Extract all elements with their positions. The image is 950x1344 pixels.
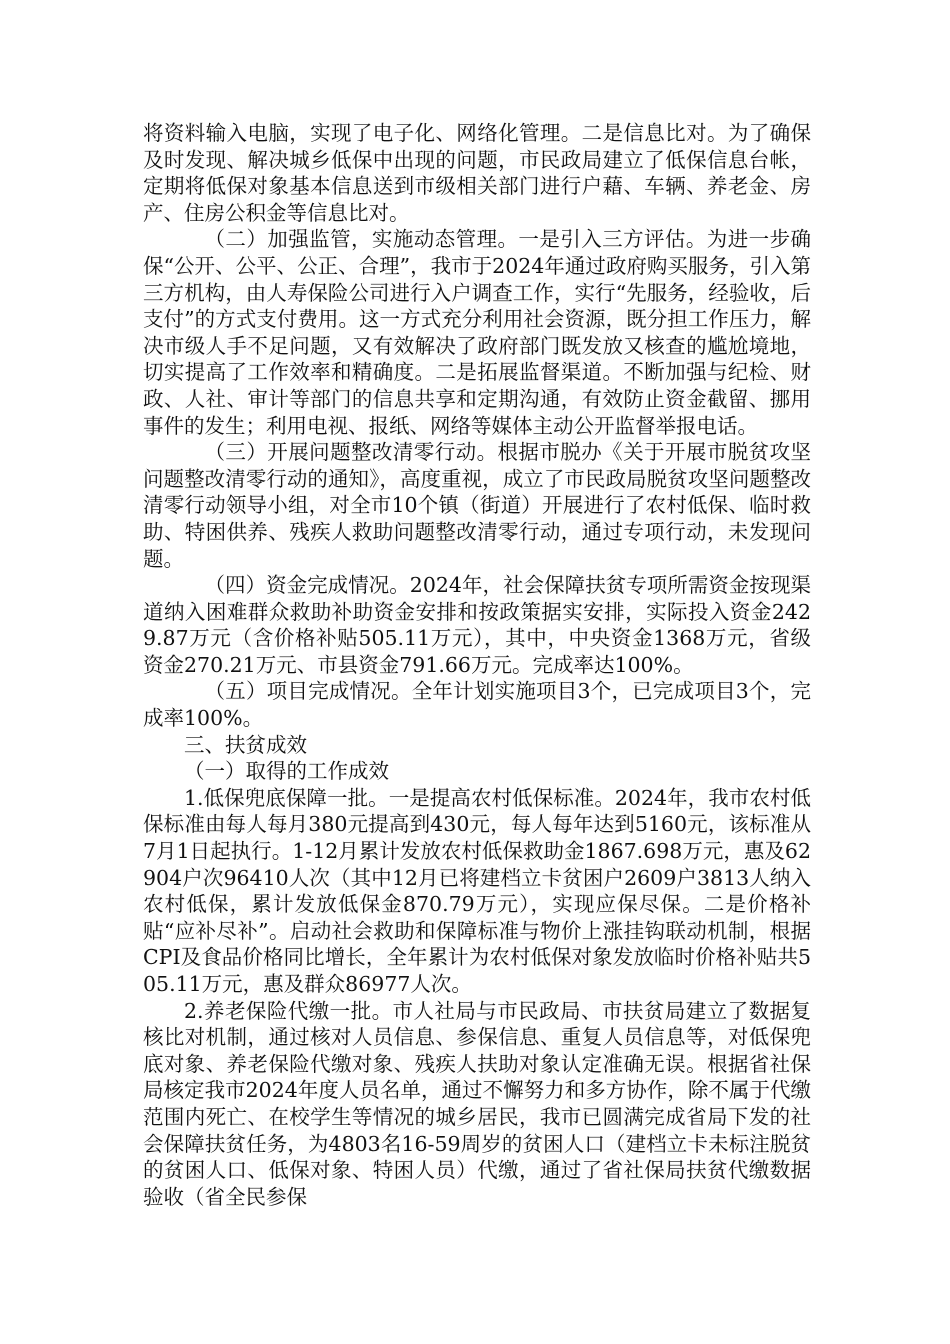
- paragraph-rectification: （三）开展问题整改清零行动。根据市脱办《关于开展市脱贫攻坚问题整改清零行动的通知》，高度重视，成立了市民政局脱贫攻坚问题整改清零行动领导小组，对全市10个镇（街道）开展进行了农村低保、临时救助、特困供养、残疾人救助问题整改清零行动，通过专项行动，未发现问题。: [143, 440, 811, 571]
- paragraph-info-comparison: 将资料输入电脑，实现了电子化、网络化管理。二是信息比对。为了确保及时发现、解决城乡低保中出现的问题，市民政局建立了低保信息台帐，定期将低保对象基本信息送到市级相关部门进行户藉、车辆、养老金、房产、住房公积金等信息比对。: [143, 121, 811, 225]
- paragraph-funds: （四）资金完成情况。2024年，社会保障扶贫专项所需资金按现渠道纳入困难群众救助补助资金安排和按政策据实安排，实际投入资金2429.87万元（含价格补贴505.11万元），其中，中央资金1368万元，省级资金270.21万元、市县资金791.66万元。完成率达100%。: [143, 573, 811, 677]
- paragraph-minimum-living: 1.低保兜底保障一批。一是提高农村低保标准。2024年，我市农村低保标准由每人每月380元提高到430元，每人每年达到5160元，该标准从7月1日起执行。1-12月累计发放农村低保救助金1867.698万元，惠及62904户次96410人次（其中12月已将建档立卡贫困户2609户3813人纳入农村低保，累计发放低保金870.79万元），实现应保尽保。二是价格补贴“应补尽补”。启动社会救助和保障标准与物价上涨挂钩联动机制，根据CPI及食品价格同比增长，全年累计为农村低保对象发放临时价格补贴共505.11万元，惠及群众86977人次。: [143, 785, 811, 996]
- subsection-heading-achievements: （一）取得的工作成效: [184, 759, 389, 784]
- paragraph-supervision: （二）加强监管，实施动态管理。一是引入三方评估。为进一步确保“公开、公平、公正、合理”，我市于2024年通过政府购买服务，引入第三方机构，由人寿保险公司进行入户调查工作，实行“先服务，经验收，后支付”的方式支付费用。这一方式充分利用社会资源，既分担工作压力，解决市级人手不足问题，又有效解决了政府部门既发放又核查的尴尬境地，切实提高了工作效率和精确度。二是拓展监督渠道。不断加强与纪检、财政、人社、审计等部门的信息共享和定期沟通，有效防止资金截留、挪用事件的发生；利用电视、报纸、网络等媒体主动公开监督举报电话。: [143, 227, 811, 438]
- paragraph-projects: （五）项目完成情况。全年计划实施项目3个，已完成项目3个，完成率100%。: [143, 679, 811, 731]
- paragraph-pension-insurance: 2.养老保险代缴一批。市人社局与市民政局、市扶贫局建立了数据复核比对机制，通过核对人员信息、参保信息、重复人员信息等，对低保兜底对象、养老保险代缴对象、残疾人扶助对象认定准确无误。根据省社保局核定我市2024年度人员名单，通过不懈努力和多方协作，除不属于代缴范围内死亡、在校学生等情况的城乡居民，我市已圆满完成省局下发的社会保障扶贫任务，为4803名16-59周岁的贫困人口（建档立卡未标注脱贫的贫困人口、低保对象、特困人员）代缴，通过了省社保局扶贫代缴数据验收（省全民参保: [143, 998, 811, 1209]
- section-heading-results: 三、扶贫成效: [184, 732, 307, 757]
- document-page: [143, 120, 811, 1210]
